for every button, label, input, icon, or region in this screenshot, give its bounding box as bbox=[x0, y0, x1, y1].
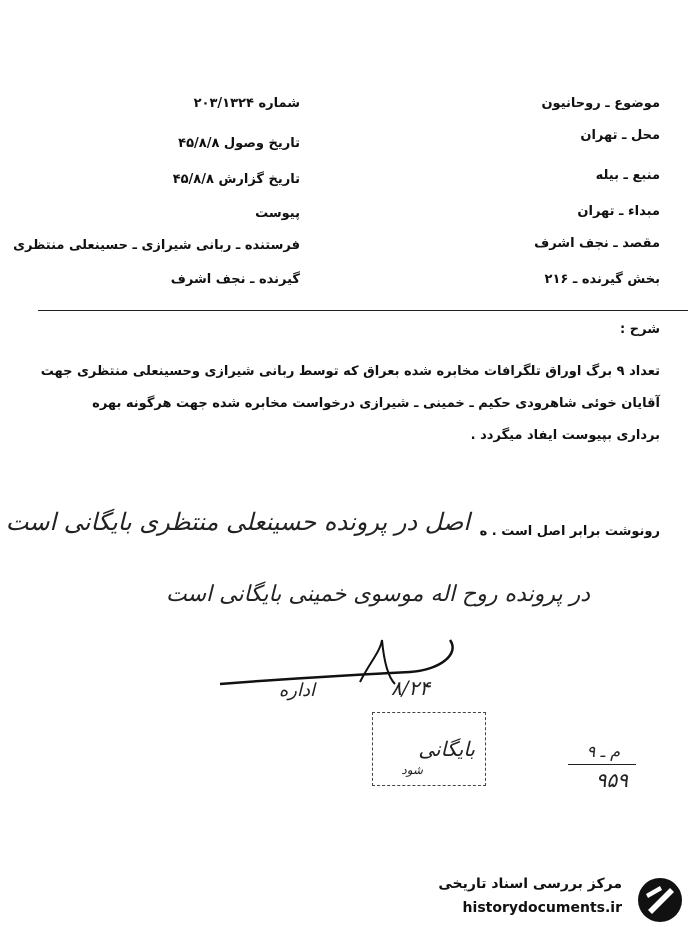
watermark-url: historydocuments.ir bbox=[462, 900, 622, 916]
field-origin: مبداء ـ تهران bbox=[577, 204, 660, 219]
watermark bbox=[425, 872, 690, 928]
ref-number-top: م ـ ۹ bbox=[586, 742, 620, 761]
field-source: منبع ـ بیله bbox=[595, 168, 660, 183]
sharh-line-1: تعداد ۹ برگ اوراق تلگرافات مخابره شده بعراق که توسط ربانی شیرازی وحسینعلی منتظری جهت bbox=[40, 364, 660, 379]
field-recipient: گیرنده ـ نجف اشرف bbox=[170, 272, 300, 287]
sharh-line-3: برداری بپیوست ایفاد میگردد . bbox=[470, 428, 660, 443]
field-received-date: تاریخ وصول ۴۵/۸/۸ bbox=[178, 136, 300, 151]
field-location: محل ـ تهران bbox=[580, 128, 660, 143]
signature-word: اداره bbox=[278, 680, 315, 701]
signature-icon bbox=[210, 632, 470, 712]
ref-number-bottom: ۹۵۹ bbox=[595, 768, 628, 792]
handwritten-note-2: در پرونده روح اله موسوی خمینی بایگانی است bbox=[165, 582, 590, 607]
stamp-subtext: شود bbox=[401, 763, 423, 777]
archive-stamp bbox=[372, 712, 486, 786]
stamp-text: بایگانی bbox=[418, 737, 475, 761]
handwritten-note-1: اصل در پرونده حسینعلی منتظری بایگانی است bbox=[5, 508, 470, 536]
field-number: شماره ۲۰۳/۱۳۲۴ bbox=[193, 96, 300, 111]
sharh-line-2: آقایان خوئی شاهرودی حکیم ـ خمینی ـ شیرازی درخواست مخابره شده جهت هرگونه بهره bbox=[92, 396, 660, 411]
header-divider bbox=[38, 310, 688, 311]
field-subject: موضوع ـ روحانیون bbox=[541, 96, 660, 111]
watermark-title: مرکز بررسی اسناد تاریخی bbox=[438, 876, 622, 892]
field-attachment: پیوست bbox=[255, 206, 300, 221]
sharh-heading: شرح : bbox=[620, 322, 660, 337]
logo-icon bbox=[632, 874, 688, 926]
field-destination: مقصد ـ نجف اشرف bbox=[534, 236, 660, 251]
signature-date: ۸/۲۴ bbox=[391, 676, 430, 700]
copy-certified-printed: رونوشت برابر اصل است . ه bbox=[479, 524, 660, 539]
field-receiving-section: بخش گیرنده ـ ۲۱۶ bbox=[544, 272, 660, 287]
ref-number-divider bbox=[568, 764, 636, 765]
sharh-body bbox=[30, 356, 660, 452]
field-sender: فرستنده ـ ربانی شیرازی ـ حسینعلی منتظری bbox=[13, 238, 300, 253]
field-report-date: تاریخ گزارش ۴۵/۸/۸ bbox=[172, 172, 300, 187]
